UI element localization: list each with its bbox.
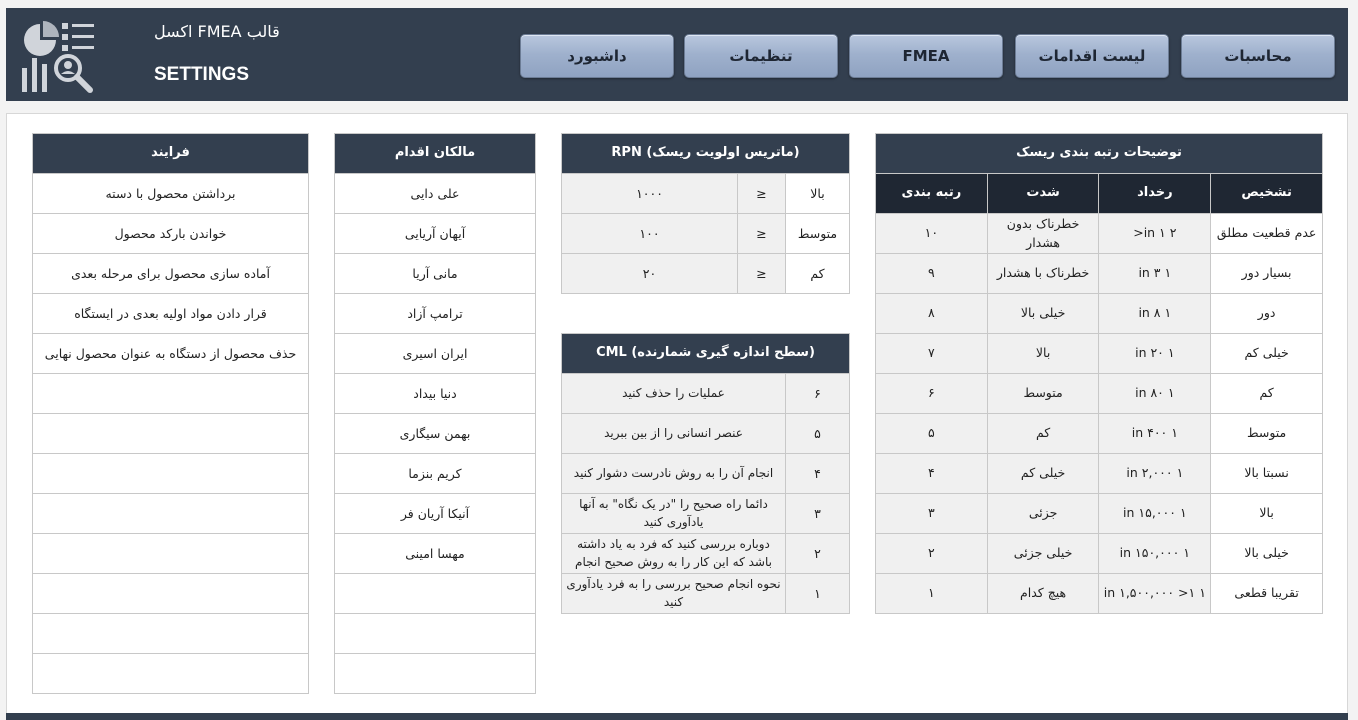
table-cell[interactable]: ۱ in ۴۰۰ xyxy=(1099,414,1211,454)
table-cell[interactable]: بالا xyxy=(1211,494,1323,534)
table-cell[interactable]: خیلی بالا xyxy=(987,294,1099,334)
table-cell[interactable]: ۱ in ۱۵,۰۰۰ xyxy=(1099,494,1211,534)
table-cell[interactable]: ۱ xyxy=(876,574,988,614)
table-row xyxy=(562,494,850,534)
table-cell[interactable]: ترامپ آزاد xyxy=(335,294,536,334)
action-owners-table xyxy=(334,133,536,694)
table-cell[interactable]: تقریبا قطعی xyxy=(1211,574,1323,614)
table-row xyxy=(335,534,536,574)
table-row xyxy=(33,454,309,494)
table-row xyxy=(876,534,1323,574)
action-list-button[interactable]: لیست اقدامات xyxy=(1015,34,1169,78)
table-row xyxy=(33,294,309,334)
table-title: مالکان اقدام xyxy=(335,134,536,174)
table-cell[interactable]: خیلی جزئی xyxy=(987,534,1099,574)
table-cell[interactable]: ۱ in ۱۵۰,۰۰۰ xyxy=(1099,534,1211,574)
table-cell[interactable]: ایران اسیری xyxy=(335,334,536,374)
table-row xyxy=(562,414,850,454)
table-cell[interactable]: ۱ in ۱,۵۰۰,۰۰۰ >۱ xyxy=(1099,574,1211,614)
table-cell[interactable]: بالا xyxy=(987,334,1099,374)
table-cell[interactable]: کم xyxy=(786,254,850,294)
table-cell[interactable]: هیچ کدام xyxy=(987,574,1099,614)
table-row xyxy=(876,214,1323,254)
table-row xyxy=(335,414,536,454)
table-cell[interactable]: ≤ xyxy=(738,214,786,254)
table-cell[interactable]: کریم بنزما xyxy=(335,454,536,494)
column-header: تشخیص xyxy=(1211,174,1323,214)
table-cell[interactable]: ۱ in ۸۰ xyxy=(1099,374,1211,414)
table-cell[interactable] xyxy=(33,614,309,654)
table-cell[interactable] xyxy=(335,574,536,614)
column-header: رخداد xyxy=(1099,174,1211,214)
table-cell[interactable]: ۵ xyxy=(786,414,850,454)
calculations-button[interactable]: محاسبات xyxy=(1181,34,1335,78)
table-row xyxy=(876,374,1323,414)
table-row xyxy=(335,374,536,414)
table-row xyxy=(33,374,309,414)
table-cell[interactable]: ۱ in ۲,۰۰۰ xyxy=(1099,454,1211,494)
table-cell[interactable]: خیلی بالا xyxy=(1211,534,1323,574)
table-cell[interactable]: عملیات را حذف کنید xyxy=(562,374,786,414)
table-cell[interactable]: متوسط xyxy=(987,374,1099,414)
table-cell[interactable]: حذف محصول از دستگاه به عنوان محصول نهایی xyxy=(33,334,309,374)
table-cell[interactable]: ۱۰ xyxy=(876,214,988,254)
table-cell[interactable]: مهسا امینی xyxy=(335,534,536,574)
table-cell[interactable]: جزئی xyxy=(987,494,1099,534)
dashboard-button[interactable]: داشبورد xyxy=(520,34,674,78)
table-cell[interactable]: ۱ in ۲۰ xyxy=(1099,334,1211,374)
table-cell[interactable]: ۱۰۰۰ xyxy=(562,174,738,214)
table-cell[interactable]: ≤ xyxy=(738,254,786,294)
table-row xyxy=(562,534,850,574)
table-cell[interactable]: ۵ xyxy=(876,414,988,454)
column-header: رتبه بندی xyxy=(876,174,988,214)
table-row xyxy=(335,334,536,374)
table-cell[interactable]: ۴ xyxy=(786,454,850,494)
table-row xyxy=(562,574,850,614)
table-cell[interactable]: دوباره بررسی کنید که فرد به یاد داشته باشد که این کار را به روش صحیح انجام xyxy=(562,534,786,574)
table-cell[interactable] xyxy=(33,414,309,454)
table-cell[interactable]: ۶ xyxy=(786,374,850,414)
table-cell[interactable]: دائما راه صحیح را "در یک نگاه" به آنها یادآوری کنید xyxy=(562,494,786,534)
table-row xyxy=(33,254,309,294)
table-cell[interactable]: ۲ xyxy=(876,534,988,574)
table-row xyxy=(33,534,309,574)
table-row xyxy=(876,334,1323,374)
table-cell[interactable]: نحوه انجام صحیح بررسی را به فرد یادآوری کنید xyxy=(562,574,786,614)
table-cell[interactable]: متوسط xyxy=(786,214,850,254)
footer-bar xyxy=(6,713,1348,720)
table-cell[interactable]: علی دایی xyxy=(335,174,536,214)
table-cell[interactable]: خیلی کم xyxy=(987,454,1099,494)
table-cell[interactable]: ۱ in ۳ xyxy=(1099,254,1211,294)
table-row xyxy=(335,214,536,254)
table-cell[interactable]: نسبتا بالا xyxy=(1211,454,1323,494)
table-row xyxy=(876,574,1323,614)
table-cell[interactable]: ۹ xyxy=(876,254,988,294)
table-cell[interactable]: انجام آن را به روش نادرست دشوار کنید xyxy=(562,454,786,494)
table-row xyxy=(33,414,309,454)
risk-table-body xyxy=(876,214,1323,614)
rpn-table-body xyxy=(562,174,850,294)
table-cell[interactable]: ۷ xyxy=(876,334,988,374)
table-cell[interactable]: دور xyxy=(1211,294,1323,334)
table-cell[interactable]: خواندن بارکد محصول xyxy=(33,214,309,254)
table-cell[interactable]: عدم قطعیت مطلق xyxy=(1211,214,1323,254)
settings-button[interactable]: تنظیمات xyxy=(684,34,838,78)
table-row xyxy=(335,174,536,214)
table-cell[interactable]: ۱۰۰ xyxy=(562,214,738,254)
table-cell[interactable]: متوسط xyxy=(1211,414,1323,454)
table-cell[interactable]: قرار دادن مواد اولیه بعدی در ایستگاه xyxy=(33,294,309,334)
table-row xyxy=(33,614,309,654)
table-cell[interactable] xyxy=(33,494,309,534)
table-cell[interactable]: بسیار دور xyxy=(1211,254,1323,294)
process-table-body xyxy=(33,174,309,694)
table-cell[interactable]: خطرناک با هشدار xyxy=(987,254,1099,294)
table-row xyxy=(33,214,309,254)
table-cell[interactable]: ۲ in ۱< xyxy=(1099,214,1211,254)
table-row xyxy=(562,454,850,494)
table-title: توضیحات رتبه بندی ریسک xyxy=(876,134,1323,174)
table-title: (سطح اندازه گیری شمارنده) CML xyxy=(562,334,850,374)
cml-table-body xyxy=(562,374,850,614)
table-row xyxy=(876,254,1323,294)
table-row xyxy=(335,454,536,494)
table-cell[interactable]: برداشتن محصول با دسته xyxy=(33,174,309,214)
table-cell[interactable] xyxy=(335,614,536,654)
table-row xyxy=(335,494,536,534)
table-row xyxy=(876,494,1323,534)
table-cell[interactable]: ۱ in ۸ xyxy=(1099,294,1211,334)
analytics-logo-icon xyxy=(18,18,96,96)
column-header: شدت xyxy=(987,174,1099,214)
table-cell[interactable]: عنصر انسانی را از بین ببرید xyxy=(562,414,786,454)
table-cell[interactable]: ۸ xyxy=(876,294,988,334)
process-table xyxy=(32,133,309,694)
table-cell[interactable]: ۴ xyxy=(876,454,988,494)
table-row xyxy=(876,294,1323,334)
table-row xyxy=(562,174,850,214)
table-cell[interactable]: آماده سازی محصول برای مرحله بعدی xyxy=(33,254,309,294)
owners-table-body xyxy=(335,174,536,694)
risk-ranking-table xyxy=(875,133,1323,614)
table-cell[interactable] xyxy=(33,574,309,614)
table-row xyxy=(335,614,536,654)
table-cell[interactable]: ۲۰ xyxy=(562,254,738,294)
table-cell[interactable]: ۳ xyxy=(786,494,850,534)
app-title: قالب FMEA اکسل xyxy=(154,22,280,41)
table-title: فرایند xyxy=(33,134,309,174)
table-cell[interactable]: آنیکا آریان فر xyxy=(335,494,536,534)
page-title: SETTINGS xyxy=(154,64,250,85)
table-row xyxy=(562,374,850,414)
table-row xyxy=(876,454,1323,494)
table-row xyxy=(562,254,850,294)
fmea-button[interactable]: FMEA xyxy=(849,34,1003,78)
table-title: (ماتریس اولویت ریسک) RPN xyxy=(562,134,850,174)
table-cell[interactable] xyxy=(33,374,309,414)
table-cell[interactable]: ۶ xyxy=(876,374,988,414)
table-cell[interactable]: ۳ xyxy=(876,494,988,534)
table-row xyxy=(335,654,536,694)
table-row xyxy=(335,294,536,334)
table-cell[interactable]: کم xyxy=(987,414,1099,454)
table-cell[interactable]: ۱ xyxy=(786,574,850,614)
table-cell[interactable]: دنیا بیداد xyxy=(335,374,536,414)
table-row xyxy=(33,654,309,694)
table-cell[interactable]: مانی آریا xyxy=(335,254,536,294)
table-cell[interactable] xyxy=(33,654,309,694)
table-cell[interactable]: ≤ xyxy=(738,174,786,214)
header-bar xyxy=(6,8,1348,101)
table-cell[interactable]: خیلی کم xyxy=(1211,334,1323,374)
table-row xyxy=(33,494,309,534)
cml-table xyxy=(561,333,850,614)
table-cell[interactable]: آیهان آریایی xyxy=(335,214,536,254)
rpn-matrix-table xyxy=(561,133,850,294)
table-row xyxy=(335,574,536,614)
table-row xyxy=(33,174,309,214)
table-cell[interactable]: ۲ xyxy=(786,534,850,574)
table-row xyxy=(562,214,850,254)
table-cell[interactable] xyxy=(33,454,309,494)
table-row xyxy=(876,414,1323,454)
table-cell[interactable]: کم xyxy=(1211,374,1323,414)
table-cell[interactable]: خطرناک بدون هشدار xyxy=(987,214,1099,254)
table-cell[interactable]: بالا xyxy=(786,174,850,214)
table-row xyxy=(33,574,309,614)
table-cell[interactable] xyxy=(335,654,536,694)
table-cell[interactable]: بهمن سیگاری xyxy=(335,414,536,454)
table-row xyxy=(335,254,536,294)
table-row xyxy=(33,334,309,374)
table-cell[interactable] xyxy=(33,534,309,574)
